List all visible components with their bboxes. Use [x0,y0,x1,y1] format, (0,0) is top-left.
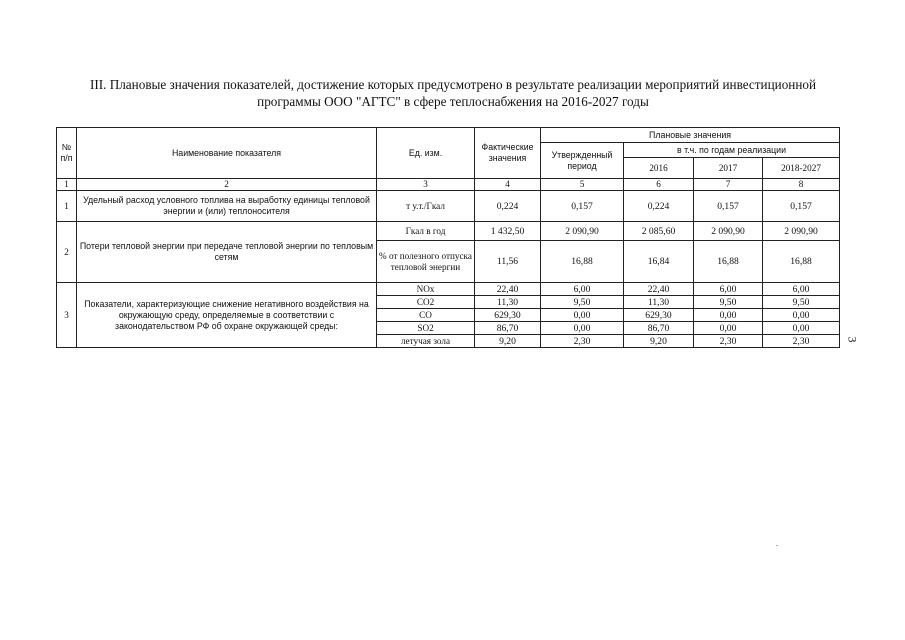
value-cell: 22,40 [475,283,541,296]
value-cell: 2 090,90 [763,222,840,241]
value-cell: 0,00 [541,322,624,335]
row-number: 3 [57,283,77,348]
column-number: 7 [694,179,763,191]
value-cell: 9,20 [475,335,541,348]
indicators-table [56,127,840,348]
value-cell: 6,00 [763,283,840,296]
value-cell: 11,30 [475,296,541,309]
column-number: 3 [377,179,475,191]
value-cell: 86,70 [624,322,694,335]
value-cell: 22,40 [624,283,694,296]
header-unit: Ед. изм. [377,128,475,179]
title-line-1: III. Плановые значения показателей, достижение которых предусмотрено в результате реализации мероприятий инвестиционной [89,77,817,92]
column-number: 5 [541,179,624,191]
value-cell: 2 090,90 [694,222,763,241]
value-cell: 0,00 [541,309,624,322]
column-number: 6 [624,179,694,191]
unit-cell: CO2 [377,296,475,309]
header-num: № п/п [57,128,77,179]
column-number: 8 [763,179,840,191]
value-cell: 2 090,90 [541,222,624,241]
value-cell: 16,84 [624,241,694,283]
header-row-1 [57,128,840,143]
value-cell: 11,30 [624,296,694,309]
value-cell: 0,00 [763,309,840,322]
title-line-2: программы ООО "АГТС" в сфере теплоснабжения на 2016-2027 годы [257,94,649,109]
unit-cell: % от полезного отпуска тепловой энергии [377,241,475,283]
value-cell: 9,50 [694,296,763,309]
header-name: Наименование показателя [77,128,377,179]
column-number: 1 [57,179,77,191]
value-cell: 0,00 [694,322,763,335]
document-title [60,76,846,110]
value-cell: 2,30 [763,335,840,348]
header-actual: Фактические значения [475,128,541,179]
header-by-years: в т.ч. по годам реализации [624,143,840,158]
page-number: 3 [845,336,860,343]
value-cell: 0,157 [694,191,763,222]
header-year-2018-2027: 2018-2027 [763,158,840,179]
indicator-name: Удельный расход условного топлива на выработку единицы тепловой энергии и (или) теплоносителя [77,191,377,222]
value-cell: 6,00 [541,283,624,296]
value-cell: 11,56 [475,241,541,283]
value-cell: 6,00 [694,283,763,296]
value-cell: 0,157 [541,191,624,222]
value-cell: 9,50 [763,296,840,309]
header-year-2016: 2016 [624,158,694,179]
value-cell: 0,224 [475,191,541,222]
row-number: 1 [57,191,77,222]
unit-cell: летучая зола [377,335,475,348]
value-cell: 0,00 [763,322,840,335]
value-cell: 0,157 [763,191,840,222]
value-cell: 16,88 [694,241,763,283]
row-number: 2 [57,222,77,283]
table-row [57,283,840,296]
unit-cell: т у.т./Гкал [377,191,475,222]
unit-cell: NOx [377,283,475,296]
indicator-name: Показатели, характеризующие снижение негативного воздействия на окружающую среду, определяемые в соответствии с законодательством РФ об охране окружающей среды: [77,283,377,348]
header-approved-period: Утвержденный период [541,143,624,179]
column-number: 4 [475,179,541,191]
value-cell: 9,20 [624,335,694,348]
value-cell: 9,50 [541,296,624,309]
header-planned: Плановые значения [541,128,840,143]
value-cell: 16,88 [763,241,840,283]
table-row [57,222,840,241]
value-cell: 629,30 [475,309,541,322]
value-cell: 2,30 [694,335,763,348]
header-year-2017: 2017 [694,158,763,179]
value-cell: 2 085,60 [624,222,694,241]
value-cell: 16,88 [541,241,624,283]
table-row [57,191,840,222]
indicator-name: Потери тепловой энергии при передаче тепловой энергии по тепловым сетям [77,222,377,283]
value-cell: 2,30 [541,335,624,348]
value-cell: 0,00 [694,309,763,322]
value-cell: 629,30 [624,309,694,322]
unit-cell: SO2 [377,322,475,335]
value-cell: 0,224 [624,191,694,222]
value-cell: 86,70 [475,322,541,335]
unit-cell: Гкал в год [377,222,475,241]
value-cell: 1 432,50 [475,222,541,241]
column-number: 2 [77,179,377,191]
scan-speck [776,545,778,546]
unit-cell: CO [377,309,475,322]
column-number-row [57,179,840,191]
